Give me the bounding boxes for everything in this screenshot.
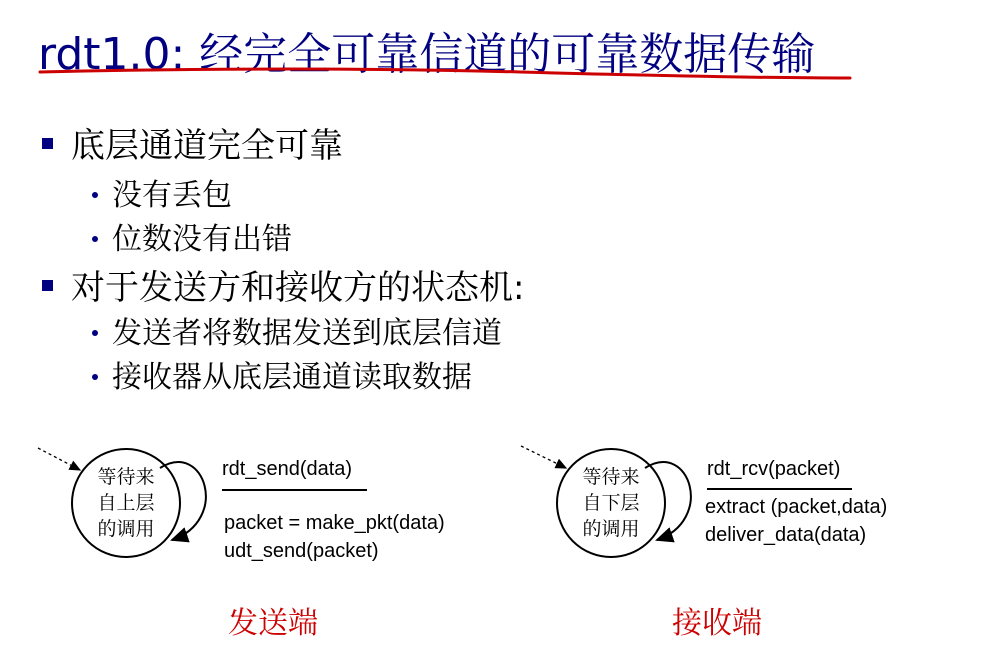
sender-state-label: 等待来 自上层 的调用 — [97, 466, 155, 540]
receiver-label: 接收端 — [672, 606, 762, 641]
bullet-1: 底层通道完全可靠 — [42, 118, 343, 167]
sender-initial-arrow — [38, 448, 80, 470]
receiver-action-2: deliver_data(data) — [705, 524, 867, 546]
title-main: 经完全可靠信道的可靠数据传输 — [199, 29, 816, 80]
sender-event: rdt_send(data) — [222, 458, 353, 480]
title-prefix: rdt1.0: — [38, 29, 186, 80]
sub-bullet-2-1: 发送者将数据发送到底层信道 — [92, 308, 502, 352]
sub-bullet-2-2: 接收器从底层通道读取数据 — [92, 352, 472, 396]
sender-label: 发送端 — [228, 606, 318, 641]
sub-bullet-1-2: 位数没有出错 — [92, 214, 292, 258]
sender-action-1: packet = make_pkt(data) — [224, 512, 445, 534]
receiver-state-label: 等待来 自下层 的调用 — [582, 466, 640, 540]
receiver-event: rdt_rcv(packet) — [707, 458, 841, 480]
bullet-2: 对于发送方和接收方的状态机: — [42, 260, 524, 309]
sub-bullet-1-1: 没有丢包 — [92, 170, 232, 214]
sender-action-2: udt_send(packet) — [224, 540, 379, 562]
receiver-action-1: extract (packet,data) — [705, 496, 888, 518]
receiver-initial-arrow — [521, 446, 566, 468]
